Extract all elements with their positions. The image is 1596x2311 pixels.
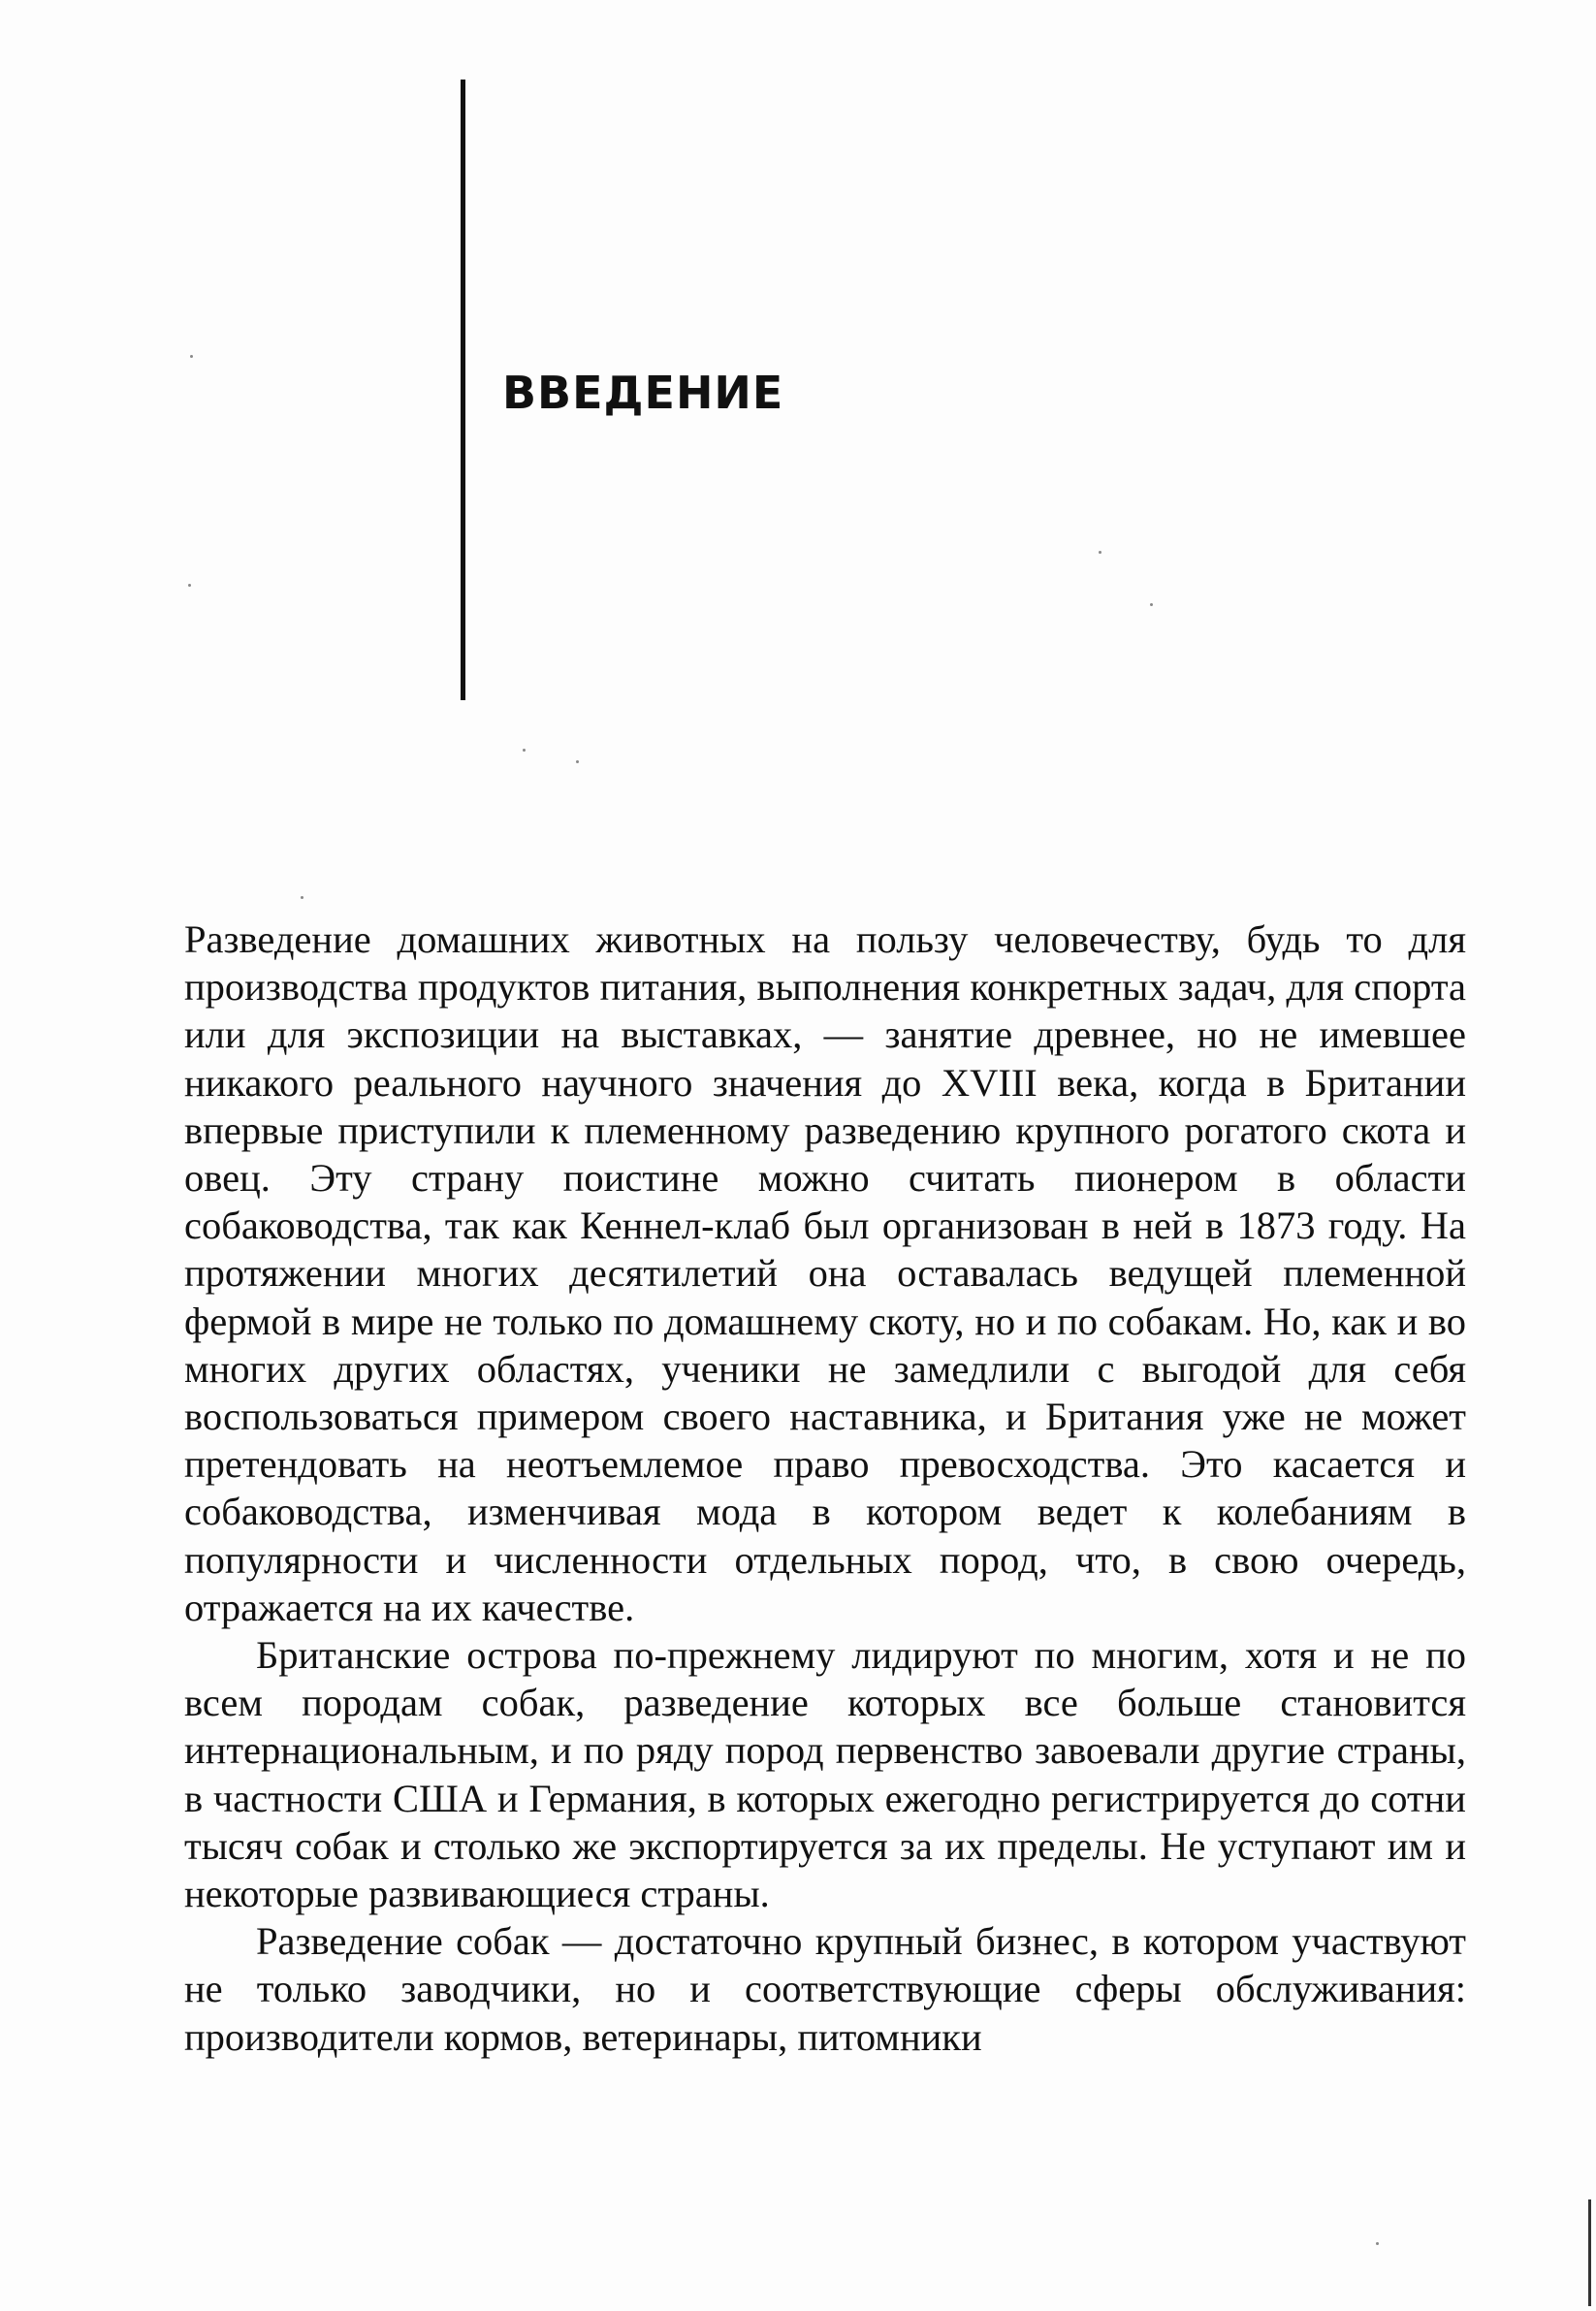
chapter-title: ВВЕДЕНИЕ <box>502 367 784 419</box>
paragraph-1: Разведение домашних животных на пользу человечеству, будь то для производства продуктов питания, выполнения конкретных задач, для спорта или для экспозиции на выставках, — занятие древнее, но не имевшее никакого реального научного значения до XVIII века, когда в Британии впервые приступили к племенному разведению крупного рогатого скота и овец. Эту страну поистине можно считать пионером в области собаководства, так как Кеннел-клаб был организован в ней в 1873 году. На протяжении многих десятилетий она оставалась ведущей племенной фермой в мире не только по домашнему скоту, но и по собакам. Но, как и во многих других областях, ученики не замедлили с выгодой для себя воспользоваться примером своего наставника, и Британия уже не может претендовать на неотъемлемое право превосходства. Это касается и собаководства, изменчивая мода в котором ведет к колебаниям в популярности и численности отдельных пород, что, в свою очередь, отражается на их качестве. <box>184 917 1466 1629</box>
scan-speck <box>523 749 526 752</box>
body-text <box>184 915 1466 2061</box>
scan-speck <box>1150 603 1153 606</box>
paragraph-3: Разведение собак — достаточно крупный бизнес, в котором участвуют не только заводчики, но и соответствующие сферы обслуживания: производители кормов, ветеринары, питомники <box>184 1919 1466 2059</box>
scan-speck <box>1376 2242 1379 2245</box>
scan-speck <box>301 896 303 899</box>
scan-speck <box>1099 551 1101 554</box>
scan-edge-mark <box>1588 2199 1591 2306</box>
chapter-vertical-rule <box>461 80 465 700</box>
paragraph-2: Британские острова по-прежнему лидируют по многим, хотя и не по всем породам собак, разведение которых все больше становится интернациональным, и по ряду пород первенство завоевали другие страны, в частности США и Германия, в которых ежегодно регистрируется до сотни тысяч собак и столько же экспортируется за их пределы. Не уступают им и некоторые развивающиеся страны. <box>184 1633 1466 1916</box>
scan-speck <box>576 760 579 763</box>
scan-speck <box>188 584 191 587</box>
scan-speck <box>190 355 193 358</box>
